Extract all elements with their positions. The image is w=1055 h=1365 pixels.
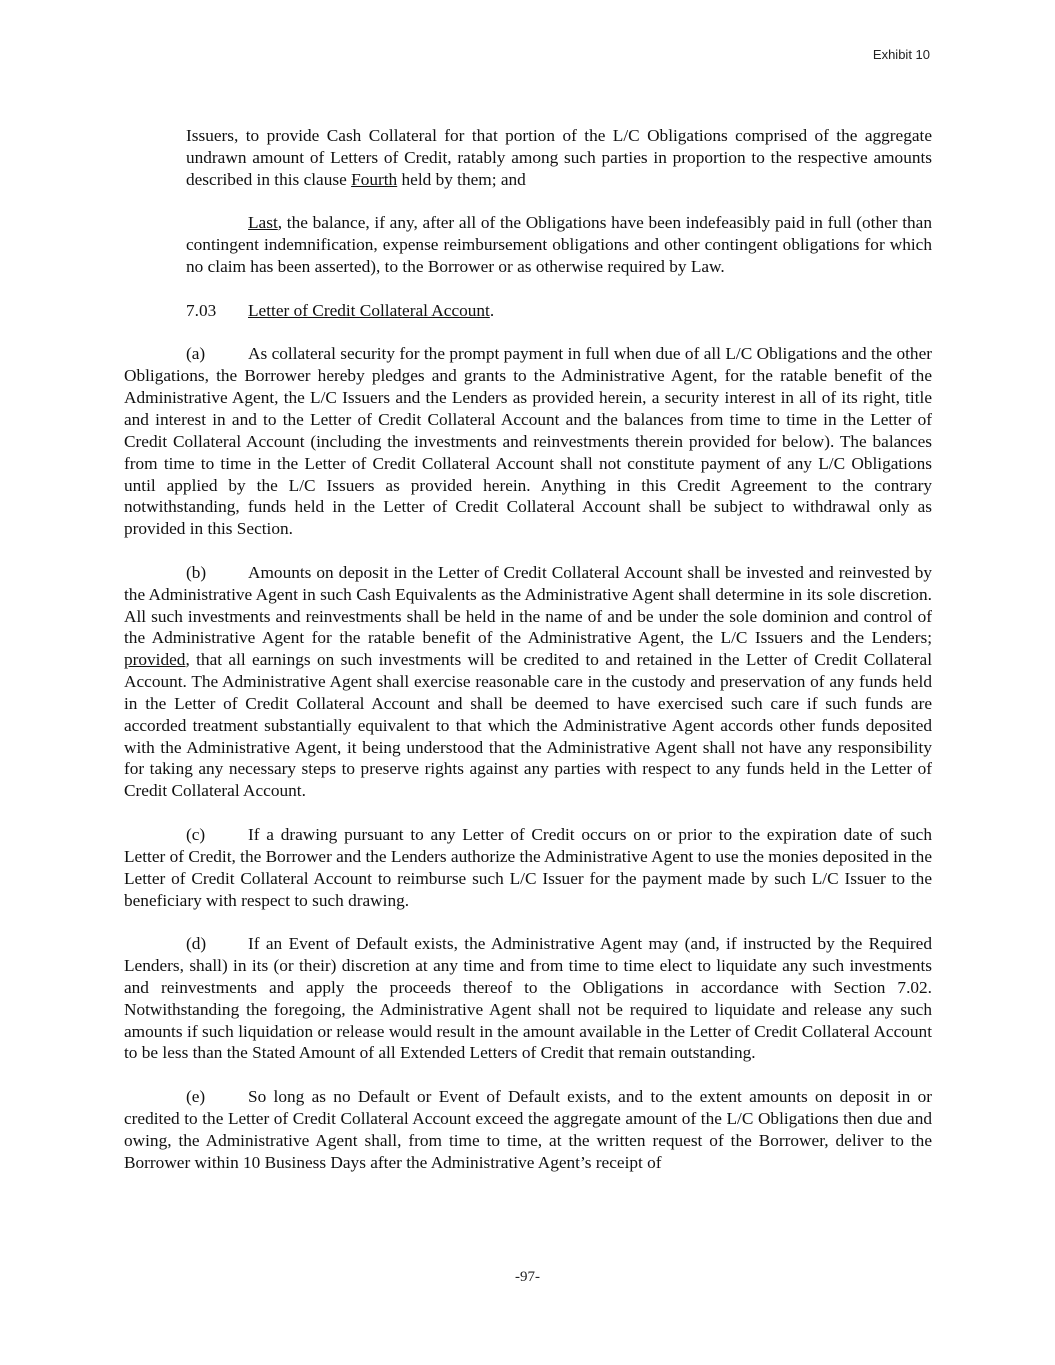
paragraph-e-label: (e) xyxy=(186,1087,206,1107)
term-provided: provided xyxy=(124,650,186,670)
paragraph-e xyxy=(124,1086,932,1173)
paragraph-d xyxy=(124,933,932,1064)
paragraph-fourth-text-after: held by them; and xyxy=(397,169,526,189)
paragraph-d-text: If an Event of Default exists, the Administrative Agent may (and, if instructed by the Required Lenders, shall) in its (or their) discretion at any time and from time to time elect to liquidate any such investments and reinvestments and apply the proceeds thereof to the Obligations in accordance with Section 7.02. Notwithstanding the foregoing, the Administrative Agent shall not be required to liquidate and release any such amounts if such liquidation or release would result in the amount available in the Letter of Credit Collateral Account to be less than the Stated Amount of all Extended Letters of Credit that remain outstanding. xyxy=(124,934,932,1063)
clause-reference-fourth: Fourth xyxy=(351,169,398,189)
paragraph-fourth-continued xyxy=(186,125,932,191)
section-heading xyxy=(124,300,932,322)
paragraph-c-text: If a drawing pursuant to any Letter of Credit occurs on or prior to the expiration date of such Letter of Credit, the Borrower and the Lenders authorize the Administrative Agent to use the monies deposited in the Letter of Credit Collateral Account to reimburse such L/C Issuer for the payment made by such L/C Issuer to the beneficiary with respect to such drawing. xyxy=(124,825,932,910)
paragraph-d-label: (d) xyxy=(186,934,207,954)
paragraph-a xyxy=(124,343,932,540)
section-number: 7.03 xyxy=(186,300,217,320)
paragraph-b xyxy=(124,562,932,802)
page-number: -97- xyxy=(515,1269,540,1285)
paragraph-last xyxy=(186,212,932,278)
exhibit-label: Exhibit 10 xyxy=(872,47,930,62)
paragraph-c xyxy=(124,824,932,911)
paragraph-b-label: (b) xyxy=(186,562,207,582)
section-title: Letter of Credit Collateral Account xyxy=(248,300,490,320)
paragraph-b-text-after: , that all earnings on such investments will be credited to and retained in the Letter of Credit Collateral Account. The Administrative Agent shall exercise reasonable care in the custody and preservation of any funds held in the Letter of Credit Collateral Account and shall be deemed to have exercised such care if such funds are accorded treatment substantially equivalent to that which the Administrative Agent accords other funds deposited with the Administrative Agent, it being understood that the Administrative Agent shall not have any responsibility for taking any necessary steps to preserve rights against any parties with respect to any funds held in the Letter of Credit Collateral Account. xyxy=(124,650,932,801)
paragraph-a-label: (a) xyxy=(186,344,206,364)
paragraph-b-text-before: Amounts on deposit in the Letter of Credit Collateral Account shall be invested and reinvested by the Administrative Agent in such Cash Equivalents as the Administrative Agent shall determine in its sole discretion. All such investments and reinvestments shall be held in the name of and be under the sole dominion and control of the Administrative Agent for the ratable benefit of the Administrative Agent, the L/C Issuers and the Lenders; xyxy=(124,562,932,648)
paragraph-e-text: So long as no Default or Event of Default exists, and to the extent amounts on deposit in or credited to the Letter of Credit Collateral Account exceed the aggregate amount of the L/C Obligations then due and owing, the Administrative Agent shall, from time to time, at the written request of the Borrower, deliver to the Borrower within 10 Business Days after the Administrative Agent’s receipt of xyxy=(124,1087,932,1172)
section-title-period: . xyxy=(489,300,495,320)
clause-label-last: Last xyxy=(248,213,278,233)
paragraph-c-label: (c) xyxy=(186,825,206,844)
paragraph-a-text: As collateral security for the prompt payment in full when due of all L/C Obligations and the other Obligations, the Borrower hereby pledges and grants to the Administrative Agent, for the ratable benefit of the Administrative Agent, the L/C Issuers and the Lenders as provided herein, a security interest in all of its right, title and interest in and to the Letter of Credit Collateral Account and the balances from time to time in the Letter of Credit Collateral Account (including the investments and reinvestments therein provided for below). The balances from time to time in the Letter of Credit Collateral Account shall not constitute payment of any L/C Obligations until applied by the L/C Issuers as provided herein. Anything in this Credit Agreement to the contrary notwithstanding, funds held in the Letter of Credit Collateral Account shall be subject to withdrawal only as provided in this Section. xyxy=(124,344,932,539)
paragraph-fourth-text-before: Issuers, to provide Cash Collateral for that portion of the L/C Obligations comprised of the aggregate undrawn amount of Letters of Credit, ratably among such parties in proportion to the respective amounts described in this clause xyxy=(186,126,932,189)
document-body xyxy=(124,125,932,1195)
paragraph-last-text: , the balance, if any, after all of the Obligations have been indefeasibly paid in full (other than contingent indemnification, expense reimbursement obligations and other contingent obligations for which no claim has been asserted), to the Borrower or as otherwise required by Law. xyxy=(186,213,932,277)
